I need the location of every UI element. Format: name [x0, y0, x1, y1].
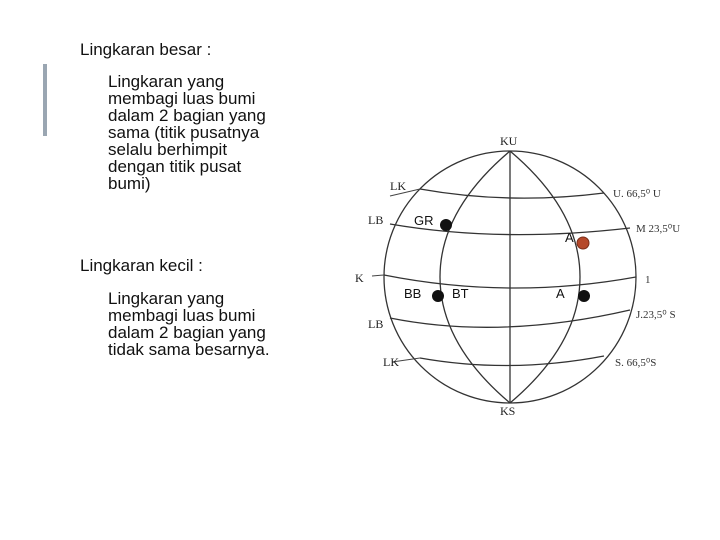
label-m23: M 23,5⁰U: [636, 223, 681, 235]
label-north-pole: KU: [500, 134, 518, 148]
desc-line: dalam 2 bagian yang: [108, 106, 266, 125]
great-circle-description: [108, 73, 308, 192]
point-a-highlight: [577, 237, 589, 249]
point-gr-label: GR: [414, 213, 434, 228]
label-lb-bottom: LB: [368, 317, 384, 331]
label-u66: U. 66,5⁰ U: [613, 188, 661, 200]
desc-line: dengan titik pusat: [108, 157, 242, 176]
point-a: [578, 290, 590, 302]
desc-line: bumi): [108, 174, 151, 193]
small-circle-description: [108, 290, 308, 358]
label-k-left: K: [355, 271, 364, 285]
label-1: 1: [645, 274, 651, 286]
desc-line: membagi luas bumi: [108, 89, 256, 108]
globe-diagram: [340, 125, 720, 425]
latitude-lk-south: [420, 356, 604, 366]
desc-line: Lingkaran yang: [108, 289, 225, 308]
desc-line: dalam 2 bagian yang: [108, 323, 266, 342]
point-bb-label: BB: [404, 286, 422, 301]
heading-small-circle: Lingkaran kecil :: [80, 256, 203, 275]
label-s66: S. 66,5⁰S: [615, 357, 657, 369]
desc-line: selalu berhimpit: [108, 140, 228, 159]
desc-line: Lingkaran yang: [108, 72, 225, 91]
desc-line: sama (titik pusatnya: [108, 123, 260, 142]
label-south-pole: KS: [500, 404, 516, 418]
point-gr: [440, 219, 452, 231]
label-lk-bottom: LK: [383, 355, 399, 369]
latitude-lk-north: [420, 189, 604, 198]
point-bt-label: BT: [452, 286, 469, 301]
accent-bar: [43, 64, 47, 136]
label-lk-top: LK: [390, 179, 406, 193]
label-j23: J.23,5⁰ S: [636, 309, 676, 321]
heading-great-circle: Lingkaran besar :: [80, 40, 212, 59]
point-bb: [432, 290, 444, 302]
leader-k-left: [372, 275, 384, 276]
desc-line: tidak sama besarnya.: [108, 340, 270, 359]
label-lb-top: LB: [368, 213, 384, 227]
point-a-highlight-label: A: [565, 230, 574, 245]
desc-line: membagi luas bumi: [108, 306, 256, 325]
point-a-label: A: [556, 286, 565, 301]
